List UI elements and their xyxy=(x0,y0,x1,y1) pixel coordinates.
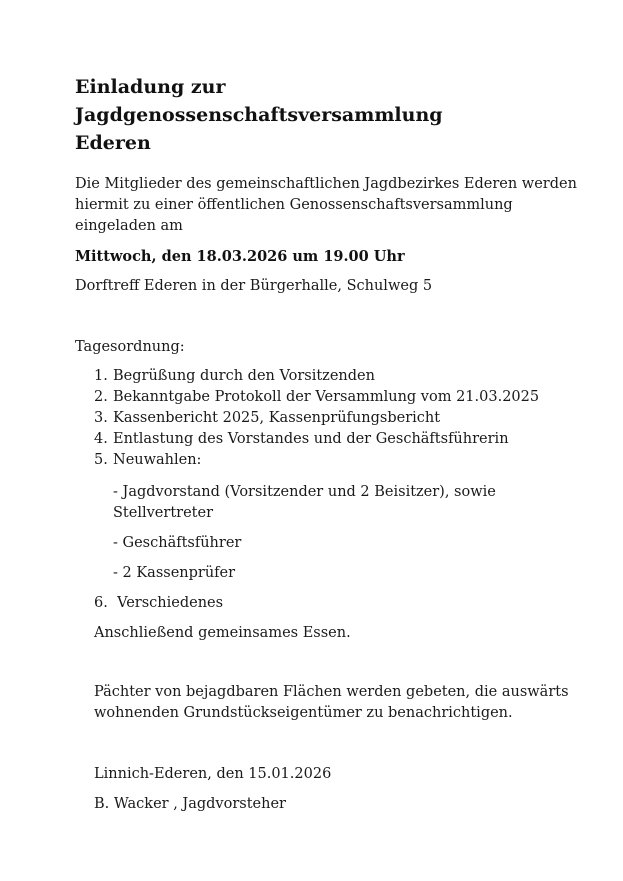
agenda-heading: Tagesordnung: xyxy=(75,339,185,355)
notice-line-1: Pächter von bejagdbaren Flächen werden gebeten, die auswärts xyxy=(94,684,569,700)
agenda-item-number: 6. xyxy=(94,595,108,611)
document-title xyxy=(75,73,575,157)
place-date: Linnich-Ederen, den 15.01.2026 xyxy=(94,766,332,782)
afterwards-note: Anschließend gemeinsames Essen. xyxy=(94,625,351,641)
agenda-item xyxy=(94,366,539,387)
title-line-2: Ederen xyxy=(75,132,151,154)
agenda-item xyxy=(94,408,539,429)
agenda-item-text: Begrüßung durch den Vorsitzenden xyxy=(113,368,375,384)
agenda-item-number: 4. xyxy=(94,431,108,447)
agenda-item-number: 1. xyxy=(94,368,108,384)
intro-line-3: eingeladen am xyxy=(75,218,183,234)
agenda-item-text: Neuwahlen: xyxy=(113,452,202,468)
agenda-item xyxy=(94,450,539,471)
agenda-item-number: 5. xyxy=(94,452,108,468)
agenda-item-number: 3. xyxy=(94,410,108,426)
meeting-date-time: Mittwoch, den 18.03.2026 um 19.00 Uhr xyxy=(75,248,405,265)
election-board-deputy: Stellvertreter xyxy=(113,505,213,521)
agenda-item xyxy=(94,429,539,450)
meeting-location: Dorftreff Ederen in der Bürgerhalle, Schulweg 5 xyxy=(75,278,433,294)
election-auditors: - 2 Kassenprüfer xyxy=(113,565,236,581)
agenda-item xyxy=(94,387,539,408)
agenda-list xyxy=(94,366,539,471)
signature: B. Wacker , Jagdvorsteher xyxy=(94,796,286,812)
agenda-item-text: Bekanntgabe Protokoll der Versammlung vom 21.03.2025 xyxy=(113,389,540,405)
intro-line-2: hiermit zu einer öffentlichen Genossenschaftsversammlung xyxy=(75,197,513,213)
agenda-item-text: Kassenbericht 2025, Kassenprüfungsbericht xyxy=(113,410,441,426)
election-manager: - Geschäftsführer xyxy=(113,535,242,551)
intro-line-1: Die Mitglieder des gemeinschaftlichen Jagdbezirkes Ederen werden xyxy=(75,176,577,192)
agenda-item-text: Verschiedenes xyxy=(117,595,224,611)
notice-line-2: wohnenden Grundstückseigentümer zu benachrichtigen. xyxy=(94,705,513,721)
agenda-item-6 xyxy=(94,593,223,614)
agenda-item-text: Entlastung des Vorstandes und der Geschäftsführerin xyxy=(113,431,509,447)
title-line-1: Einladung zur Jagdgenossenschaftsversammlung xyxy=(75,76,443,126)
election-board: - Jagdvorstand (Vorsitzender und 2 Beisitzer), sowie xyxy=(113,484,496,500)
agenda-item-number: 2. xyxy=(94,389,108,405)
